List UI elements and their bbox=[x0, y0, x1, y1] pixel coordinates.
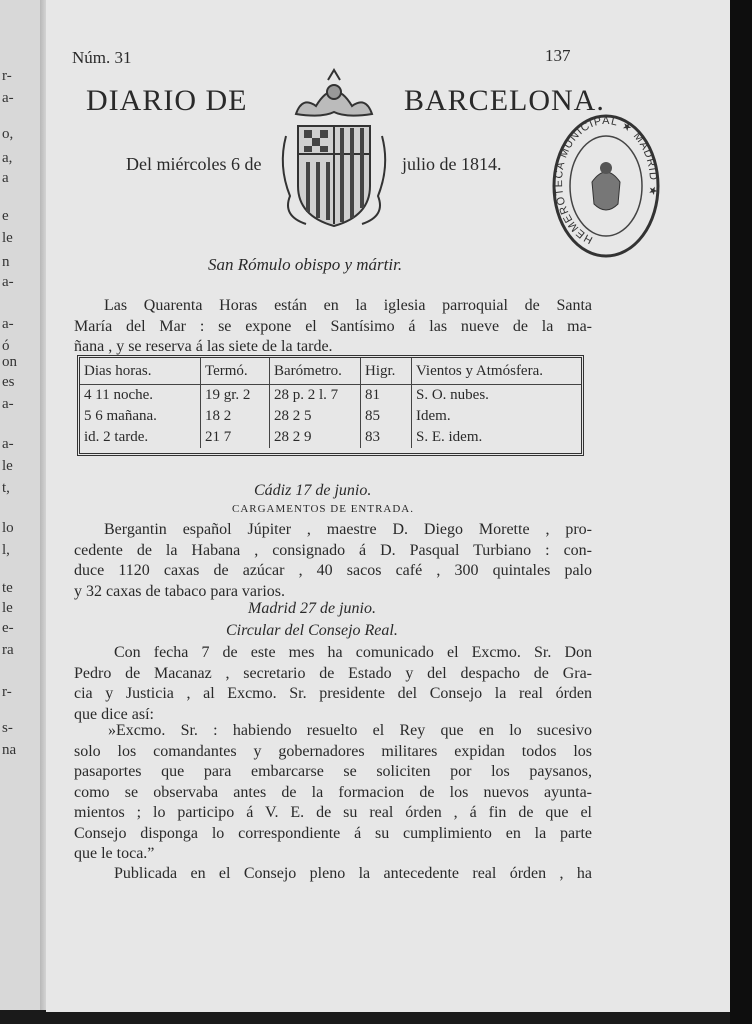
text-line: cedente de la Habana , consignado á D. Pasqual Turbiano : con- bbox=[74, 541, 592, 559]
text-line: Con fecha 7 de este mes ha comunicado el Excmo. Sr. Don bbox=[114, 644, 592, 661]
table-cell: 28 p. 2 l. 7 bbox=[270, 385, 361, 407]
saint-of-the-day: San Rómulo obispo y mártir. bbox=[208, 255, 403, 274]
table-row bbox=[80, 385, 581, 407]
left-page-fragment: es bbox=[2, 374, 15, 390]
closing-paragraph bbox=[74, 864, 592, 885]
cargo-heading: CARGAMENTOS DE ENTRADA. bbox=[232, 503, 414, 515]
text-line: mientos ; lo participo á V. E. de su real órden , á fin de que el bbox=[74, 804, 592, 821]
table-cell: 4 11 noche. bbox=[80, 385, 201, 407]
svg-text:HEMEROTECA MUNICIPAL ★ MADRID: HEMEROTECA MUNICIPAL ★ MADRID ★ bbox=[552, 114, 660, 246]
text-line: solo los comandantes y gobernadores militares expidan todos los bbox=[74, 742, 592, 760]
masthead-right: BARCELONA. bbox=[404, 84, 605, 117]
left-page-fragment: r- bbox=[2, 684, 12, 700]
circular-intro bbox=[74, 643, 592, 725]
royal-order-quote bbox=[74, 721, 592, 865]
col-header: Dias horas. bbox=[80, 358, 201, 385]
text-line: Pedro de Macanaz , secretario de Estado y del despacho de Gra- bbox=[74, 664, 592, 682]
table-cell: 83 bbox=[361, 427, 412, 448]
left-page-fragment: a- bbox=[2, 90, 14, 106]
table-cell: id. 2 tarde. bbox=[80, 427, 201, 448]
left-page-fragment: te bbox=[2, 580, 13, 596]
text-line: ñana , y se reserva á las siete de la tarde. bbox=[74, 338, 333, 355]
text-line: Bergantin español Júpiter , maestre D. Diego Morette , pro- bbox=[104, 521, 592, 538]
left-page-fragment: a- bbox=[2, 274, 14, 290]
text-line: que dice así: bbox=[74, 705, 154, 723]
left-page-fragment: on bbox=[2, 354, 17, 370]
table-cell: 5 6 mañana. bbox=[80, 406, 201, 427]
left-page-fragment: le bbox=[2, 230, 13, 246]
left-page-fragment: n bbox=[2, 254, 10, 270]
col-header: Vientos y Atmósfera. bbox=[412, 358, 582, 385]
left-page-fragment: l, bbox=[2, 542, 10, 558]
left-page-fragment: e- bbox=[2, 620, 14, 636]
text-line: pasaportes que para embarcarse se soliciten por los paysanos, bbox=[74, 763, 592, 780]
issue-number: Núm. 31 bbox=[72, 48, 132, 67]
table-cell: 19 gr. 2 bbox=[201, 385, 270, 407]
table-cell: Idem. bbox=[416, 408, 451, 424]
left-page-fragment: a, bbox=[2, 150, 13, 166]
barcelona-coat-of-arms-icon bbox=[276, 66, 392, 236]
left-page-fragment: a- bbox=[2, 316, 14, 332]
weather-header-row bbox=[80, 358, 581, 385]
left-page-fragment: na bbox=[2, 742, 17, 758]
issue-date-right: julio de 1814. bbox=[402, 154, 502, 174]
text-line: que le toca.” bbox=[74, 845, 155, 862]
col-header: Barómetro. bbox=[270, 358, 361, 385]
table-row bbox=[80, 427, 581, 448]
forty-hours-notice bbox=[74, 296, 592, 358]
text-line: »Excmo. Sr. : habiendo resuelto el Rey que en lo sucesivo bbox=[108, 722, 592, 739]
masthead-left: DIARIO DE bbox=[86, 84, 248, 117]
text-line: y 32 caxas de tabaco para varios. bbox=[74, 582, 286, 600]
text-line: Las Quarenta Horas están en la iglesia parroquial de Santa bbox=[104, 297, 592, 314]
text-line: Consejo disponga lo correspondiente á su cumplimiento en la parte bbox=[74, 824, 592, 842]
text-line: duce 1120 caxas de azúcar , 40 sacos café , 300 quintales palo bbox=[74, 562, 592, 579]
weather-table bbox=[77, 355, 584, 456]
text-line: cia y Justicia , al Excmo. Sr. presidente del Consejo la real órden bbox=[74, 685, 592, 702]
table-cell: 85 bbox=[361, 406, 412, 427]
table-cell: 81 bbox=[361, 385, 412, 407]
col-header: Termó. bbox=[201, 358, 270, 385]
left-page-fragment: a bbox=[2, 170, 9, 186]
issue-date-left: Del miércoles 6 de bbox=[126, 154, 262, 174]
hemeroteca-municipal-stamp bbox=[550, 112, 662, 260]
left-page-fragment: e bbox=[2, 208, 9, 224]
left-page-fragment: le bbox=[2, 458, 13, 474]
table-cell: 18 2 bbox=[201, 406, 270, 427]
cadiz-dateline: Cádiz 17 de junio. bbox=[254, 482, 372, 499]
left-page-fragment: s- bbox=[2, 720, 13, 736]
page-number: 137 bbox=[545, 46, 571, 65]
table-cell: S. E. idem. bbox=[416, 429, 483, 445]
text-line: Publicada en el Consejo pleno la antecedente real órden , ha bbox=[114, 865, 592, 882]
table-cell: 28 2 5 bbox=[270, 406, 361, 427]
left-page-fragment: o, bbox=[2, 126, 14, 142]
table-cell: 28 2 9 bbox=[270, 427, 361, 448]
col-header: Higr. bbox=[361, 358, 412, 385]
left-page-fragment: le bbox=[2, 600, 13, 616]
table-cell: 21 7 bbox=[201, 427, 270, 448]
right-edge-shadow bbox=[730, 0, 752, 1024]
left-page-fragment: a- bbox=[2, 396, 14, 412]
text-line: María del Mar : se expone el Santísimo á las nueve de la ma- bbox=[74, 317, 592, 335]
left-page-fragment: ó bbox=[2, 338, 10, 354]
madrid-dateline: Madrid 27 de junio. bbox=[248, 600, 376, 617]
text-line: como se observaba antes de la formacion de los nuevos ayunta- bbox=[74, 783, 592, 801]
circular-heading: Circular del Consejo Real. bbox=[226, 622, 398, 639]
left-page-fragment: t, bbox=[2, 480, 10, 496]
cadiz-cargo-report bbox=[74, 520, 592, 602]
table-row bbox=[80, 406, 581, 427]
left-page-fragment: a- bbox=[2, 436, 14, 452]
left-page-fragment: lo bbox=[2, 520, 14, 536]
left-page-fragment: r- bbox=[2, 68, 12, 84]
table-cell: S. O. nubes. bbox=[416, 387, 489, 403]
left-page-fragment: ra bbox=[2, 642, 14, 658]
